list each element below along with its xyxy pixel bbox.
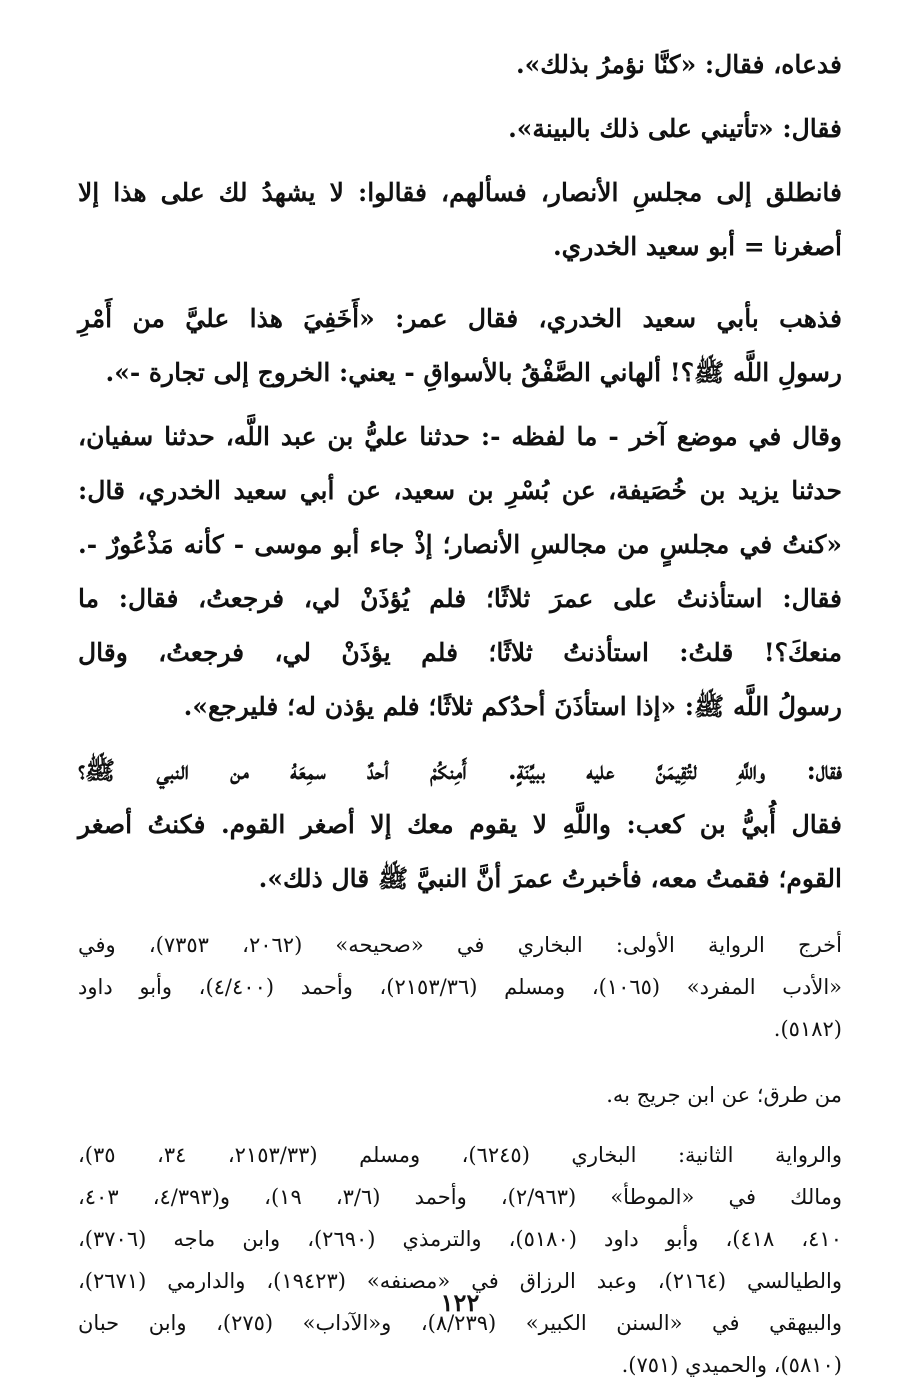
text-line: منعكَ؟! قلتُ: استأذنتُ ثلاثًا؛ فلم يؤذَنْ لي، فرجعتُ، وقال — [78, 638, 842, 667]
note-line: ومالك في «الموطأ» (٢/٩٦٣)، وأحمد (٣/٦، ١٩)، و(٤/٣٩٣، ٤٠٣، — [78, 1185, 843, 1209]
footnote-2 — [78, 1074, 842, 1116]
note-line: ٤١٠، ٤١٨)، وأبو داود (٥١٨٠)، والترمذي (٢٦٩٠)، وابن ماجه (٣٧٠٦)، — [78, 1227, 842, 1251]
text-line: فذهب بأبي سعيد الخدري، فقال عمر: «أَخَفِيَ هذا عليَّ من أَمْرِ — [78, 304, 842, 333]
note-line: والبيهقي في «السنن الكبير» (٨/٢٣٩)، و«الآداب» (٢٧٥)، وابن حبان — [78, 1311, 842, 1335]
footnote-1 — [78, 924, 842, 1050]
page-number: ١٢٢ — [440, 1288, 480, 1317]
note-line: أخرج الرواية الأولى: البخاري في «صحيحه» (٢٠٦٢، ٧٣٥٣)، وفي — [78, 933, 842, 957]
note-line: والرواية الثانية: البخاري (٦٢٤٥)، ومسلم (٢١٥٣/٣٣، ٣٤، ٣٥)، — [78, 1143, 842, 1167]
text-line: فقال: واللَّهِ لتُقِيمَنَّ عليه ببيِّنَةٍ. أَمِنكُمْ أحدٌ سمِعَهُ من النبي ﷺ؟ — [78, 756, 842, 785]
paragraph-2 — [78, 102, 842, 156]
text-line: فدعاه، فقال: «كنَّا نؤمرُ بذلك». — [515, 50, 842, 79]
text-line: أصغرنا = أبو سعيد الخدري. — [552, 232, 842, 261]
text-line: فانطلق إلى مجلسِ الأنصار، فسألهم، فقالوا: لا يشهدُ لك على هذا إلا — [78, 178, 842, 207]
note-line: «الأدب المفرد» (١٠٦٥)، ومسلم (٢١٥٣/٣٦)، وأحمد (٤/٤٠٠)، وأبو داود — [78, 975, 843, 999]
note-line: (٥١٨٢). — [773, 1017, 842, 1041]
text-line: فقال: «تأتيني على ذلك بالبينة». — [508, 114, 842, 143]
paragraph-5 — [78, 410, 842, 734]
note-line: والطيالسي (٢١٦٤)، وعبد الرزاق في «مصنفه» (١٩٤٢٣)، والدارمي (٢٦٧١)، — [78, 1269, 843, 1293]
paragraph-1 — [78, 38, 842, 92]
paragraph-4 — [78, 292, 842, 400]
text-line: فقال: استأذنتُ على عمرَ ثلاثًا؛ فلم يُؤذَنْ لي، فرجعتُ، فقال: ما — [78, 584, 842, 613]
text-line: القوم؛ فقمتُ معه، فأخبرتُ عمرَ أنَّ النبيَّ ﷺ قال ذلك». — [258, 864, 842, 893]
footnote-3 — [78, 1134, 842, 1386]
text-line: رسولِ اللَّه ﷺ؟! ألهاني الصَّفْقُ بالأسواقِ - يعني: الخروج إلى تجارة -». — [105, 358, 842, 387]
text-line: «كنتُ في مجلسٍ من مجالسِ الأنصار؛ إذْ جاء أبو موسى - كأنه مَذْعُورٌ -. — [78, 530, 842, 559]
note-line: من طرق؛ عن ابن جريج به. — [606, 1083, 842, 1107]
paragraph-6 — [78, 744, 842, 906]
note-line: (٥٨١٠)، والحميدي (٧٥١). — [621, 1353, 842, 1377]
text-line: فقال أُبيُّ بن كعب: واللَّهِ لا يقوم معك إلا أصغر القوم. فكنتُ أصغر — [78, 810, 842, 839]
text-line: حدثنا يزيد بن خُصَيفة، عن بُسْرِ بن سعيد، عن أبي سعيد الخدري، قال: — [78, 476, 842, 505]
text-line: رسولُ اللَّه ﷺ: «إذا استأذَنَ أحدُكم ثلاثًا؛ فلم يؤذن له؛ فليرجع». — [183, 692, 842, 721]
paragraph-3 — [78, 166, 842, 274]
text-line: وقال في موضع آخر - ما لفظه -: حدثنا عليُّ بن عبد اللَّه، حدثنا سفيان، — [78, 422, 842, 451]
